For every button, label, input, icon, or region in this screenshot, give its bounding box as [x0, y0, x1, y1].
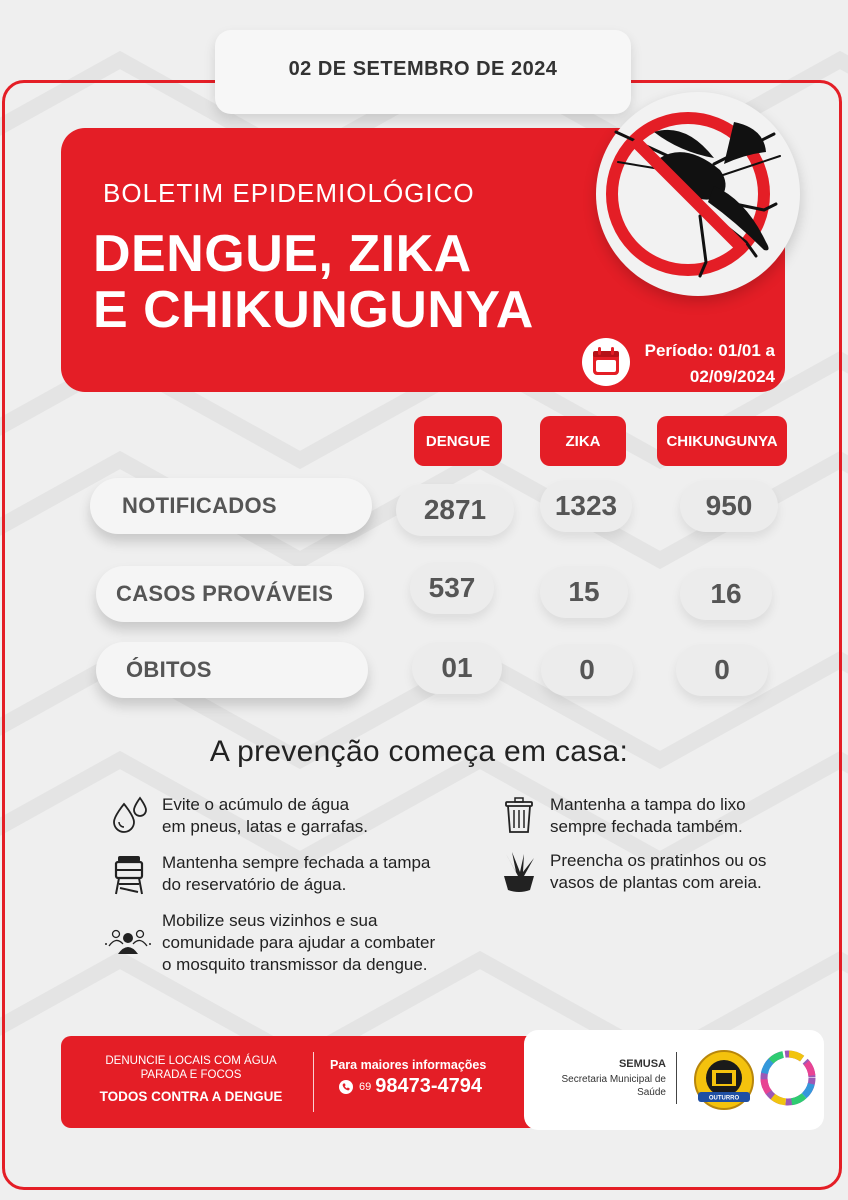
tip-community	[104, 910, 435, 976]
tip-plants-line1: Preencha os pratinhos ou os	[550, 851, 767, 870]
footer-report	[86, 1054, 296, 1104]
row-label-casos-provaveis: CASOS PROVÁVEIS	[96, 566, 364, 622]
period-line1: Período: 01/01 a	[644, 341, 775, 360]
cell-zika-obitos: 0	[541, 644, 633, 696]
tip-water	[110, 794, 368, 838]
no-mosquito-icon	[596, 92, 800, 296]
tip-trash-line1: Mantenha a tampa do lixo	[550, 795, 746, 814]
tip-water-line2: em pneus, latas e garrafas.	[162, 817, 369, 836]
tip-community-line2: comunidade para ajudar a combater	[162, 933, 436, 952]
phone-area-code: 69	[359, 1080, 372, 1093]
community-icon	[104, 910, 152, 966]
tip-plants-line2: vasos de plantas com areia.	[550, 873, 762, 892]
tip-water-line1: Evite o acúmulo de água	[162, 795, 350, 814]
tip-plants	[498, 850, 766, 894]
tip-community-line1: Mobilize seus vizinhos e sua	[162, 911, 378, 930]
semusa-line1: Secretaria Municipal de	[561, 1074, 666, 1085]
tip-reservoir-line1: Mantenha sempre fechada a tampa	[162, 853, 431, 872]
column-header-chikungunya: CHIKUNGUNYA	[657, 416, 787, 466]
logos-divider	[676, 1052, 677, 1104]
footer-report-line1: DENUNCIE LOCAIS COM ÁGUA	[105, 1055, 277, 1067]
calendar-icon	[582, 338, 630, 386]
trash-bin-icon	[498, 794, 540, 836]
column-header-dengue: DENGUE	[414, 416, 502, 466]
footer-phone[interactable]	[339, 1075, 482, 1098]
row-label-obitos: ÓBITOS	[96, 642, 368, 698]
cell-dengue-obitos: 01	[412, 642, 502, 694]
column-header-zika: ZIKA	[540, 416, 626, 466]
cell-dengue-notificados: 2871	[396, 484, 514, 536]
semusa-block	[540, 1058, 666, 1099]
date-badge: 02 DE SETEMBRO DE 2024	[215, 30, 631, 114]
municipal-seal-logo	[692, 1048, 756, 1112]
cell-chikungunya-obitos: 0	[676, 644, 768, 696]
hero-title-line1: DENGUE, ZIKA	[93, 225, 472, 283]
hero-title	[93, 226, 613, 338]
hero-subtitle: BOLETIM EPIDEMIOLÓGICO	[103, 178, 475, 208]
tip-community-line3: o mosquito transmissor da dengue.	[162, 955, 428, 974]
tip-reservoir-line2: do reservatório de água.	[162, 875, 347, 894]
period-line2: 02/09/2024	[689, 367, 775, 386]
cell-dengue-casos-provaveis: 537	[410, 562, 494, 614]
footer-divider	[313, 1052, 314, 1112]
cell-zika-notificados: 1323	[540, 480, 632, 532]
phone-icon	[339, 1080, 353, 1094]
semusa-line2: Saúde	[637, 1087, 666, 1098]
phone-number: 98473-4794	[375, 1075, 483, 1097]
tip-trash-line2: sempre fechada também.	[550, 817, 743, 836]
tip-reservoir	[110, 852, 430, 898]
cell-zika-casos-provaveis: 15	[540, 566, 628, 618]
footer-report-line2: PARADA E FOCOS	[140, 1069, 242, 1081]
tip-trash	[498, 794, 746, 838]
water-tank-icon	[110, 852, 152, 898]
prevention-title: A prevenção começa em casa:	[209, 735, 629, 768]
plant-pot-icon	[498, 850, 540, 894]
seal-text: OUTURRO	[708, 1095, 740, 1102]
health-program-logo	[760, 1050, 816, 1106]
period-text	[635, 338, 775, 390]
hero-title-line2: E CHIKUNGUNYA	[93, 281, 534, 339]
water-drops-icon	[110, 794, 152, 836]
cell-chikungunya-notificados: 950	[680, 480, 778, 532]
row-label-notificados: NOTIFICADOS	[90, 478, 372, 534]
semusa-name: SEMUSA	[618, 1058, 666, 1070]
footer-slogan: TODOS CONTRA A DENGUE	[99, 1089, 283, 1104]
footer-info-label: Para maiores informações	[330, 1058, 487, 1072]
cell-chikungunya-casos-provaveis: 16	[680, 568, 772, 620]
